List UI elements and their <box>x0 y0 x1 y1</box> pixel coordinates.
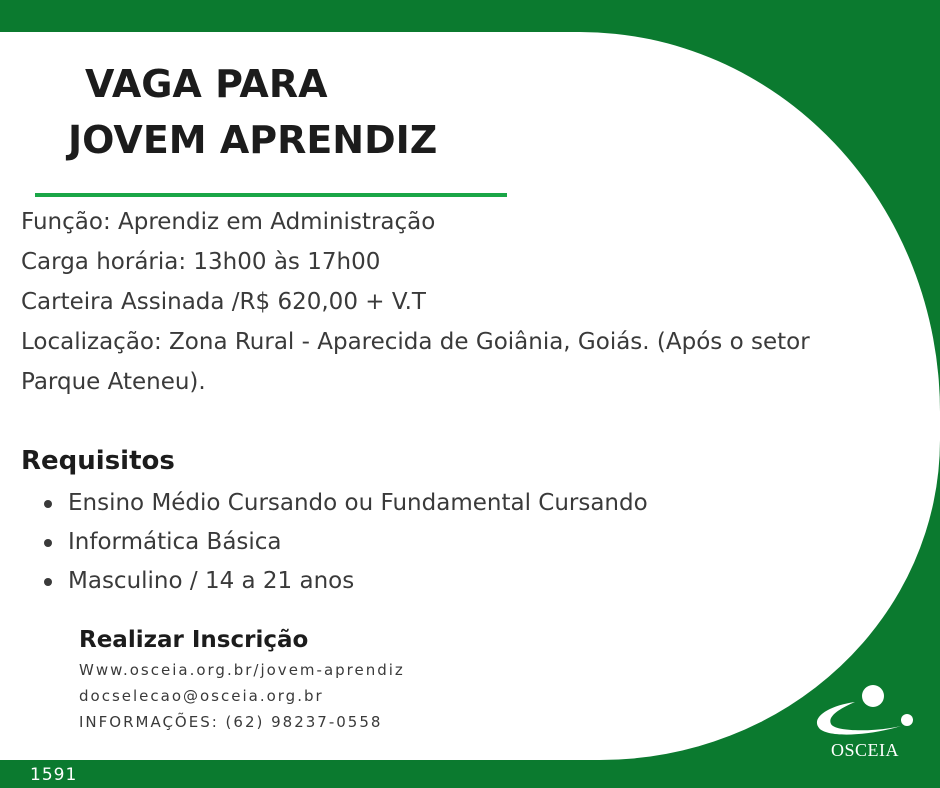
job-title <box>0 56 500 168</box>
detail-hours: Carga horária: 13h00 às 17h00 <box>21 249 381 275</box>
detail-location: Localização: Zona Rural - Aparecida de Goiânia, Goiás. (Após o setor <box>21 329 810 355</box>
requirements-list <box>44 484 648 601</box>
osceia-logo <box>805 680 925 770</box>
signup-phone: INFORMAÇÕES: (62) 98237-0558 <box>79 713 383 731</box>
signup-contacts <box>79 657 405 735</box>
list-item: Masculino / 14 a 21 anos <box>44 562 648 601</box>
detail-function: Função: Aprendiz em Administração <box>21 209 436 235</box>
signup-heading: Realizar Inscrição <box>79 627 309 653</box>
title-line-1: VAGA PARA <box>85 62 328 106</box>
detail-location-cont: Parque Ateneu). <box>21 369 206 395</box>
signup-email-link[interactable]: docselecao@osceia.org.br <box>79 687 324 705</box>
post-code: 1591 <box>30 765 78 785</box>
title-line-2: JOVEM APRENDIZ <box>68 118 438 162</box>
detail-salary: Carteira Assinada /R$ 620,00 + V.T <box>21 289 426 315</box>
list-item: Informática Básica <box>44 523 648 562</box>
signup-website-link[interactable]: Www.osceia.org.br/jovem-aprendiz <box>79 661 405 679</box>
list-item: Ensino Médio Cursando ou Fundamental Cursando <box>44 484 648 523</box>
requirements-heading: Requisitos <box>21 446 175 476</box>
osceia-logo-icon <box>805 680 925 740</box>
title-divider <box>35 193 507 197</box>
logo-text: OSCEIA <box>830 740 899 760</box>
job-details <box>21 202 911 402</box>
